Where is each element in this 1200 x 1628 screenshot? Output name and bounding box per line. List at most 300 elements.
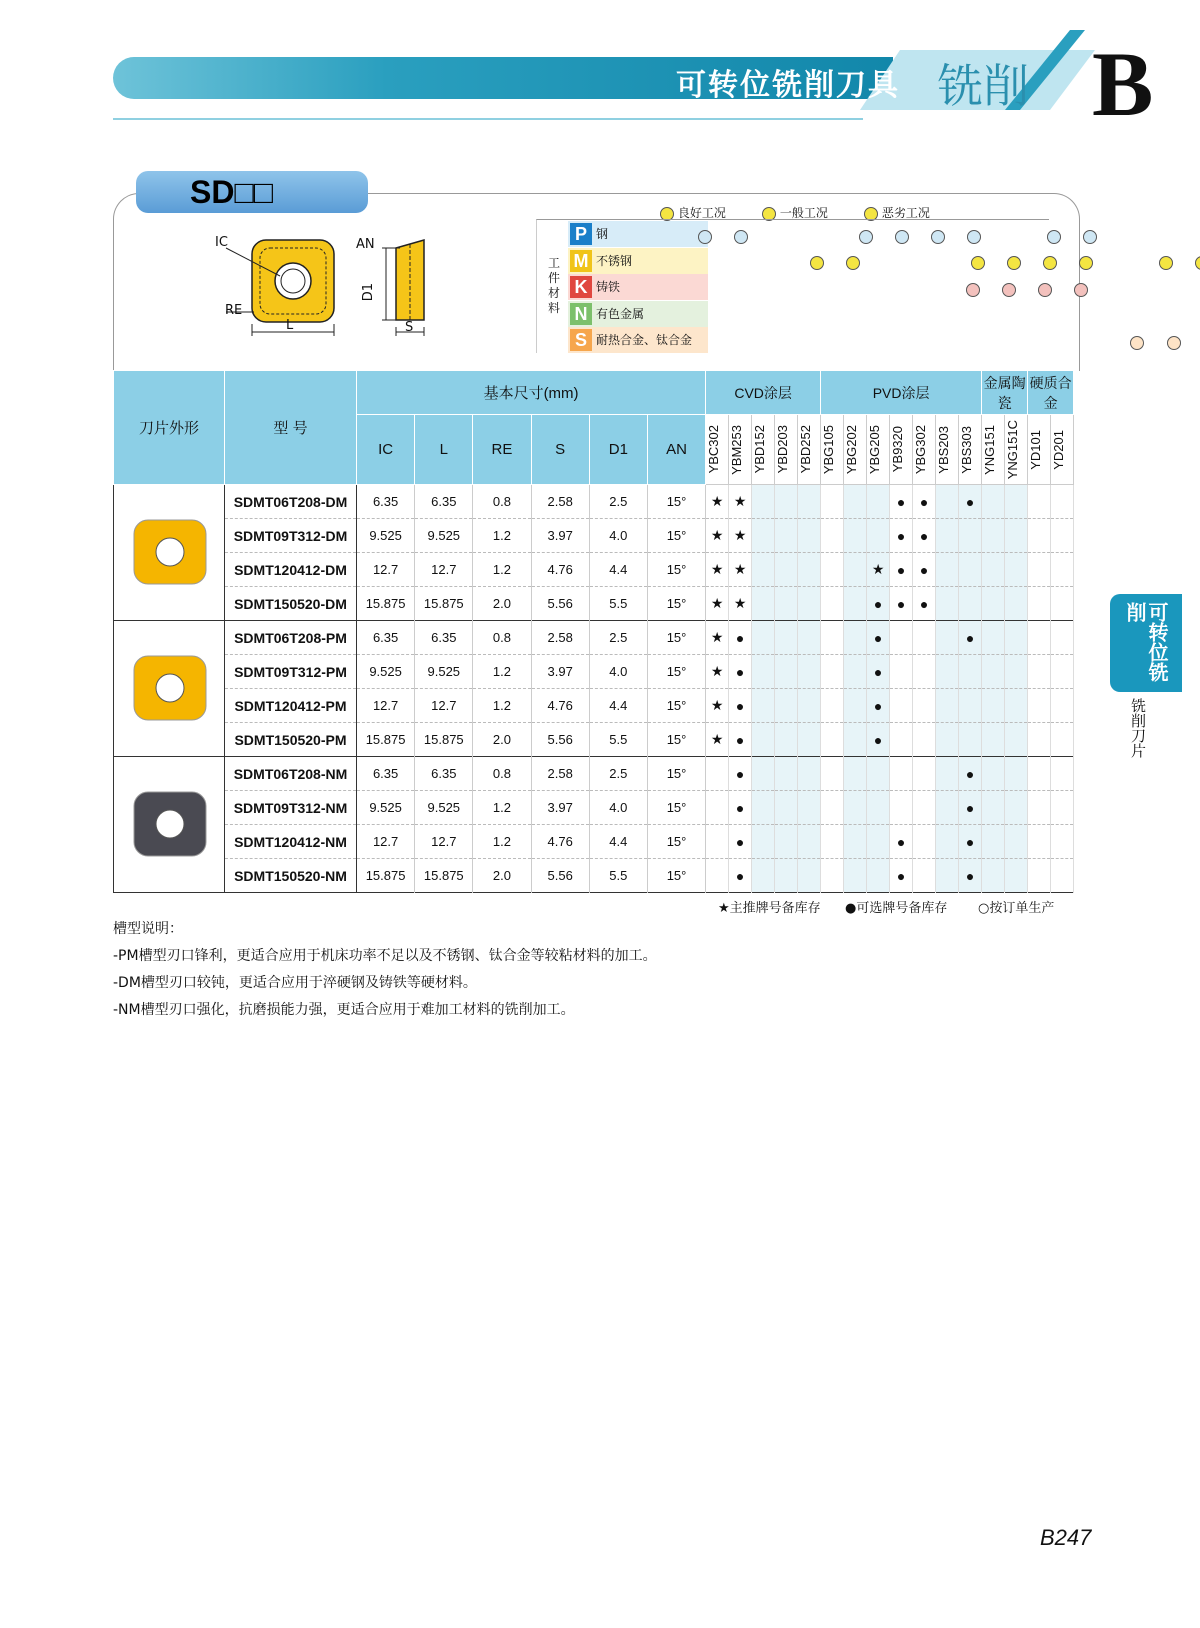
grade-mark-cell — [775, 553, 798, 587]
grade-mark-cell — [890, 621, 913, 655]
grade-mark-cell: ★ — [729, 553, 752, 587]
grade-mark-cell — [959, 723, 982, 757]
dim-cell: 15° — [647, 485, 705, 519]
grade-header: YBD203 — [775, 415, 798, 485]
grade-mark-cell — [821, 689, 844, 723]
condition-face-icon — [1038, 283, 1052, 297]
table-row — [114, 689, 1074, 723]
insert-image — [114, 485, 225, 621]
grade-mark-cell: ● — [913, 587, 936, 621]
material-code-badge: K — [570, 276, 592, 298]
grade-mark-cell — [1005, 553, 1028, 587]
grade-mark-cell — [982, 655, 1005, 689]
grade-mark-cell — [1028, 791, 1051, 825]
grade-mark-cell — [1028, 621, 1051, 655]
grade-mark-cell — [798, 791, 821, 825]
grade-mark-cell — [1005, 519, 1028, 553]
grade-mark-cell: ● — [959, 757, 982, 791]
dim-cell: 1.2 — [473, 689, 531, 723]
material-code-badge: N — [570, 303, 592, 325]
grade-mark-cell — [1005, 757, 1028, 791]
dim-cell: 4.4 — [589, 553, 647, 587]
material-name: 不锈钢 — [596, 253, 633, 268]
grade-mark-cell — [775, 655, 798, 689]
grade-mark-cell — [798, 689, 821, 723]
dim-cell: 2.5 — [589, 485, 647, 519]
dim-cell: 6.35 — [357, 485, 415, 519]
grade-header: YBG202 — [844, 415, 867, 485]
grade-header: YBS303 — [959, 415, 982, 485]
dim-cell: 15.875 — [415, 723, 473, 757]
condition-face-icon — [967, 230, 981, 244]
legend-star: ★主推牌号备库存 — [718, 901, 821, 916]
grade-mark-cell — [844, 587, 867, 621]
grade-mark-cell — [798, 757, 821, 791]
grade-mark-cell — [1028, 859, 1051, 893]
grade-mark-cell — [867, 791, 890, 825]
grade-mark-cell — [1051, 553, 1074, 587]
grade-mark-cell — [982, 757, 1005, 791]
col-model-header: 型 号 — [225, 371, 357, 485]
dim-cell: 5.5 — [589, 587, 647, 621]
grade-mark-cell — [1051, 621, 1074, 655]
grade-mark-cell — [1051, 825, 1074, 859]
legend-bad: 恶劣工况 — [864, 204, 930, 221]
grade-mark-cell: ★ — [729, 587, 752, 621]
table-row — [114, 757, 1074, 791]
grade-mark-cell — [913, 723, 936, 757]
dim-cell: 15° — [647, 587, 705, 621]
grade-mark-cell — [821, 859, 844, 893]
grade-mark-cell — [936, 859, 959, 893]
grade-mark-cell — [1028, 485, 1051, 519]
dim-cell: 12.7 — [415, 689, 473, 723]
model-cell: SDMT150520-NM — [225, 859, 357, 893]
grade-mark-cell: ● — [959, 791, 982, 825]
label-s: S — [405, 320, 414, 335]
header-section: 铣削 — [937, 59, 1029, 113]
grade-group-header: 硬质合金 — [1028, 371, 1074, 415]
grade-mark-cell: ● — [890, 553, 913, 587]
dim-cell: 2.58 — [531, 621, 589, 655]
grade-mark-cell — [752, 791, 775, 825]
dim-cell: 5.56 — [531, 859, 589, 893]
grade-mark-cell — [936, 485, 959, 519]
dim-cell: 12.7 — [415, 825, 473, 859]
grade-mark-cell: ● — [729, 723, 752, 757]
condition-face-icon — [1007, 256, 1021, 270]
grade-group-header: PVD涂层 — [821, 371, 982, 415]
grade-mark-cell — [752, 859, 775, 893]
grade-mark-cell: ● — [959, 825, 982, 859]
grade-mark-cell: ● — [729, 825, 752, 859]
grade-header: YBM253 — [729, 415, 752, 485]
model-cell: SDMT09T312-DM — [225, 519, 357, 553]
dim-cell: 6.35 — [415, 485, 473, 519]
grade-mark-cell — [982, 587, 1005, 621]
table-row — [114, 859, 1074, 893]
condition-face-icon — [1167, 336, 1181, 350]
side-subtitle: 铣削刀片 — [1129, 698, 1147, 758]
grade-mark-cell — [936, 587, 959, 621]
insert-photo-icon — [114, 762, 224, 882]
grade-header: YB9320 — [890, 415, 913, 485]
dim-cell: 2.0 — [473, 587, 531, 621]
grade-mark-cell — [752, 519, 775, 553]
grade-mark-cell — [752, 485, 775, 519]
grade-mark-cell — [936, 689, 959, 723]
grade-header: YBD152 — [752, 415, 775, 485]
grade-mark-cell — [706, 757, 729, 791]
grade-mark-cell — [775, 859, 798, 893]
grade-mark-cell — [775, 519, 798, 553]
table-row — [114, 485, 1074, 519]
grade-mark-cell: ★ — [706, 723, 729, 757]
material-code-badge: P — [570, 223, 592, 245]
grade-mark-cell — [775, 825, 798, 859]
grade-mark-cell — [775, 621, 798, 655]
grade-mark-cell: ● — [729, 757, 752, 791]
material-code-badge: M — [570, 250, 592, 272]
dim-header: AN — [647, 415, 705, 485]
grade-mark-cell — [775, 587, 798, 621]
model-cell: SDMT06T208-NM — [225, 757, 357, 791]
col-shape-header: 刀片外形 — [114, 371, 225, 485]
grade-mark-cell — [959, 587, 982, 621]
grade-mark-cell — [890, 689, 913, 723]
grade-group-header: CVD涂层 — [706, 371, 821, 415]
label-d1: D1 — [361, 283, 376, 302]
legend-circle: ○按订单生产 — [978, 901, 1055, 916]
condition-face-icon — [1130, 336, 1144, 350]
condition-face-icon — [859, 230, 873, 244]
grade-mark-cell — [936, 655, 959, 689]
grade-mark-cell — [1051, 723, 1074, 757]
condition-face-icon — [1083, 230, 1097, 244]
grade-mark-cell: ● — [867, 655, 890, 689]
dim-cell: 6.35 — [357, 757, 415, 791]
grade-mark-cell — [798, 621, 821, 655]
grade-mark-cell — [867, 519, 890, 553]
dim-cell: 15° — [647, 757, 705, 791]
grade-mark-cell — [936, 723, 959, 757]
grade-mark-cell — [1051, 519, 1074, 553]
grade-mark-cell — [706, 825, 729, 859]
dim-cell: 15° — [647, 689, 705, 723]
grade-mark-cell — [1005, 689, 1028, 723]
condition-face-icon — [1074, 283, 1088, 297]
grade-mark-cell — [844, 553, 867, 587]
dim-cell: 9.525 — [357, 655, 415, 689]
dim-cell: 4.4 — [589, 825, 647, 859]
condition-face-icon — [1079, 256, 1093, 270]
grade-mark-cell — [775, 723, 798, 757]
condition-face-icon — [931, 230, 945, 244]
grade-mark-cell — [867, 825, 890, 859]
dim-header: IC — [357, 415, 415, 485]
dim-cell: 15° — [647, 791, 705, 825]
grade-mark-cell: ★ — [706, 655, 729, 689]
material-name: 耐热合金、钛合金 — [596, 333, 693, 347]
grade-mark-cell — [1051, 485, 1074, 519]
grade-mark-cell — [1005, 485, 1028, 519]
grade-mark-cell: ● — [729, 859, 752, 893]
table-row — [114, 519, 1074, 553]
grade-mark-cell — [844, 791, 867, 825]
grade-mark-cell — [775, 791, 798, 825]
grade-header: YBG205 — [867, 415, 890, 485]
grade-mark-cell: ● — [959, 485, 982, 519]
table-row — [114, 791, 1074, 825]
dim-cell: 12.7 — [357, 825, 415, 859]
grade-mark-cell — [936, 621, 959, 655]
table-row — [114, 553, 1074, 587]
grade-mark-cell — [1005, 655, 1028, 689]
grade-mark-cell — [1051, 587, 1074, 621]
dim-cell: 2.58 — [531, 485, 589, 519]
grade-mark-cell — [844, 859, 867, 893]
dim-cell: 2.5 — [589, 621, 647, 655]
grade-mark-cell — [1028, 689, 1051, 723]
grade-mark-cell — [798, 553, 821, 587]
dim-cell: 12.7 — [357, 553, 415, 587]
dim-cell: 9.525 — [357, 519, 415, 553]
grade-mark-cell: ★ — [706, 485, 729, 519]
grade-mark-cell: ★ — [706, 553, 729, 587]
condition-face-icon — [810, 256, 824, 270]
grade-mark-cell — [1028, 825, 1051, 859]
dim-cell: 2.58 — [531, 757, 589, 791]
model-cell: SDMT09T312-NM — [225, 791, 357, 825]
grade-mark-cell — [959, 655, 982, 689]
grade-mark-cell — [775, 689, 798, 723]
grade-mark-cell — [752, 553, 775, 587]
model-cell: SDMT06T208-PM — [225, 621, 357, 655]
dim-header: D1 — [589, 415, 647, 485]
dim-cell: 4.76 — [531, 825, 589, 859]
material-side-label: 工件材料 — [548, 256, 561, 315]
grade-mark-cell — [959, 553, 982, 587]
table-row — [114, 655, 1074, 689]
grade-mark-cell — [959, 689, 982, 723]
side-tab[interactable] — [1110, 594, 1182, 692]
grade-mark-cell — [821, 757, 844, 791]
grade-mark-cell: ● — [867, 689, 890, 723]
condition-face-icon — [971, 256, 985, 270]
dim-cell: 15.875 — [357, 723, 415, 757]
grade-mark-cell — [1051, 757, 1074, 791]
grade-mark-cell: ● — [913, 553, 936, 587]
grade-mark-cell: ● — [959, 621, 982, 655]
grade-mark-cell — [936, 791, 959, 825]
dim-cell: 15° — [647, 655, 705, 689]
grade-mark-cell — [936, 757, 959, 791]
insert-image — [114, 757, 225, 893]
grade-mark-cell — [798, 519, 821, 553]
grade-mark-cell: ★ — [729, 519, 752, 553]
grade-mark-cell — [706, 791, 729, 825]
notes-line: -NM槽型刃口强化，抗磨损能力强，更适合应用于难加工材料的铣削加工。 — [113, 1002, 575, 1018]
grade-mark-cell: ● — [890, 859, 913, 893]
grade-header: YNG151 — [982, 415, 1005, 485]
dim-cell: 12.7 — [415, 553, 473, 587]
dim-cell: 5.5 — [589, 859, 647, 893]
dim-cell: 1.2 — [473, 519, 531, 553]
grade-mark-cell — [1005, 723, 1028, 757]
grade-mark-cell — [821, 621, 844, 655]
dim-cell: 15.875 — [415, 587, 473, 621]
material-row — [568, 248, 708, 274]
grade-mark-cell — [821, 655, 844, 689]
grade-mark-cell — [1005, 825, 1028, 859]
grade-group-header: 金属陶瓷 — [982, 371, 1028, 415]
grade-header: YBG302 — [913, 415, 936, 485]
grade-header: YD101 — [1028, 415, 1051, 485]
table-row — [114, 621, 1074, 655]
dim-cell: 1.2 — [473, 655, 531, 689]
grade-mark-cell — [706, 859, 729, 893]
grade-mark-cell — [821, 723, 844, 757]
table-row — [114, 723, 1074, 757]
dim-cell: 15.875 — [357, 859, 415, 893]
grade-mark-cell — [752, 689, 775, 723]
grade-mark-cell — [752, 825, 775, 859]
grade-mark-cell — [844, 825, 867, 859]
side-tab-label: 可转位铣削 — [1123, 602, 1169, 682]
grade-mark-cell — [1028, 723, 1051, 757]
grade-mark-cell — [844, 519, 867, 553]
grade-mark-cell — [1028, 587, 1051, 621]
grade-mark-cell — [1051, 791, 1074, 825]
label-an: AN — [356, 237, 375, 252]
dim-cell: 9.525 — [415, 791, 473, 825]
grade-mark-cell: ● — [867, 621, 890, 655]
material-row — [568, 327, 708, 353]
table-row — [114, 587, 1074, 621]
material-row — [568, 301, 708, 327]
dim-cell: 5.56 — [531, 587, 589, 621]
dim-cell: 4.0 — [589, 519, 647, 553]
grade-mark-cell — [982, 519, 1005, 553]
condition-face-icon — [734, 230, 748, 244]
grade-mark-cell: ● — [890, 485, 913, 519]
grade-mark-cell: ★ — [706, 587, 729, 621]
dim-header: RE — [473, 415, 531, 485]
dim-cell: 4.76 — [531, 553, 589, 587]
dim-cell: 1.2 — [473, 825, 531, 859]
grade-mark-cell — [844, 689, 867, 723]
dim-cell: 4.0 — [589, 655, 647, 689]
grade-mark-cell — [1005, 621, 1028, 655]
grade-mark-cell: ● — [729, 689, 752, 723]
dim-cell: 0.8 — [473, 621, 531, 655]
grade-mark-cell — [959, 519, 982, 553]
grade-mark-cell: ● — [890, 587, 913, 621]
grade-mark-cell — [1028, 553, 1051, 587]
series-label: SD□□ — [136, 171, 368, 213]
grade-mark-cell — [913, 791, 936, 825]
insert-photo-icon — [114, 490, 224, 610]
model-cell: SDMT150520-DM — [225, 587, 357, 621]
grade-mark-cell — [867, 859, 890, 893]
grade-mark-cell — [982, 825, 1005, 859]
dim-cell: 15° — [647, 723, 705, 757]
grade-mark-cell — [752, 655, 775, 689]
grade-mark-cell — [982, 485, 1005, 519]
grade-mark-cell: ● — [729, 621, 752, 655]
dim-header: L — [415, 415, 473, 485]
grade-mark-cell: ● — [959, 859, 982, 893]
dim-cell: 1.2 — [473, 553, 531, 587]
grade-mark-cell — [821, 553, 844, 587]
page-number: B247 — [1040, 1525, 1092, 1550]
grade-mark-cell — [821, 519, 844, 553]
grade-mark-cell — [982, 791, 1005, 825]
grade-mark-cell — [752, 723, 775, 757]
dim-cell: 9.525 — [357, 791, 415, 825]
dim-cell: 5.5 — [589, 723, 647, 757]
dim-cell: 4.0 — [589, 791, 647, 825]
dim-cell: 3.97 — [531, 791, 589, 825]
dim-cell: 4.4 — [589, 689, 647, 723]
grade-header: YD201 — [1051, 415, 1074, 485]
dim-cell: 15° — [647, 621, 705, 655]
grade-mark-cell: ★ — [706, 621, 729, 655]
condition-face-icon — [966, 283, 980, 297]
grade-mark-cell — [1028, 519, 1051, 553]
model-cell: SDMT120412-PM — [225, 689, 357, 723]
dim-cell: 4.76 — [531, 689, 589, 723]
grade-mark-cell — [798, 723, 821, 757]
grade-mark-cell — [982, 689, 1005, 723]
insert-image — [114, 621, 225, 757]
grade-mark-cell — [821, 485, 844, 519]
grade-mark-cell — [821, 791, 844, 825]
grade-mark-cell — [913, 757, 936, 791]
dim-cell: 0.8 — [473, 485, 531, 519]
grade-mark-cell: ● — [729, 791, 752, 825]
dim-cell: 9.525 — [415, 655, 473, 689]
grade-mark-cell — [913, 825, 936, 859]
grade-mark-cell: ● — [913, 519, 936, 553]
grade-mark-cell — [844, 757, 867, 791]
material-name: 有色金属 — [596, 306, 645, 321]
grade-mark-cell — [913, 859, 936, 893]
dim-cell: 15° — [647, 519, 705, 553]
grade-mark-cell — [821, 587, 844, 621]
grade-header: YBS203 — [936, 415, 959, 485]
grade-mark-cell — [752, 621, 775, 655]
condition-face-icon — [1047, 230, 1061, 244]
grade-mark-cell — [775, 485, 798, 519]
grade-mark-cell — [1028, 655, 1051, 689]
condition-face-icon — [1043, 256, 1057, 270]
material-row — [568, 221, 708, 247]
spec-table — [113, 370, 1074, 893]
dim-cell: 2.0 — [473, 723, 531, 757]
grade-mark-cell — [982, 553, 1005, 587]
grade-mark-cell — [844, 655, 867, 689]
grade-mark-cell: ● — [867, 723, 890, 757]
grade-mark-cell — [867, 485, 890, 519]
grade-mark-cell: ● — [890, 825, 913, 859]
dim-cell: 15.875 — [357, 587, 415, 621]
dim-cell: 5.56 — [531, 723, 589, 757]
notes-line: -DM槽型刃口较钝，更适合应用于淬硬钢及铸铁等硬材料。 — [113, 975, 477, 991]
dim-cell: 6.35 — [357, 621, 415, 655]
grade-mark-cell — [844, 621, 867, 655]
grade-mark-cell — [1051, 689, 1074, 723]
